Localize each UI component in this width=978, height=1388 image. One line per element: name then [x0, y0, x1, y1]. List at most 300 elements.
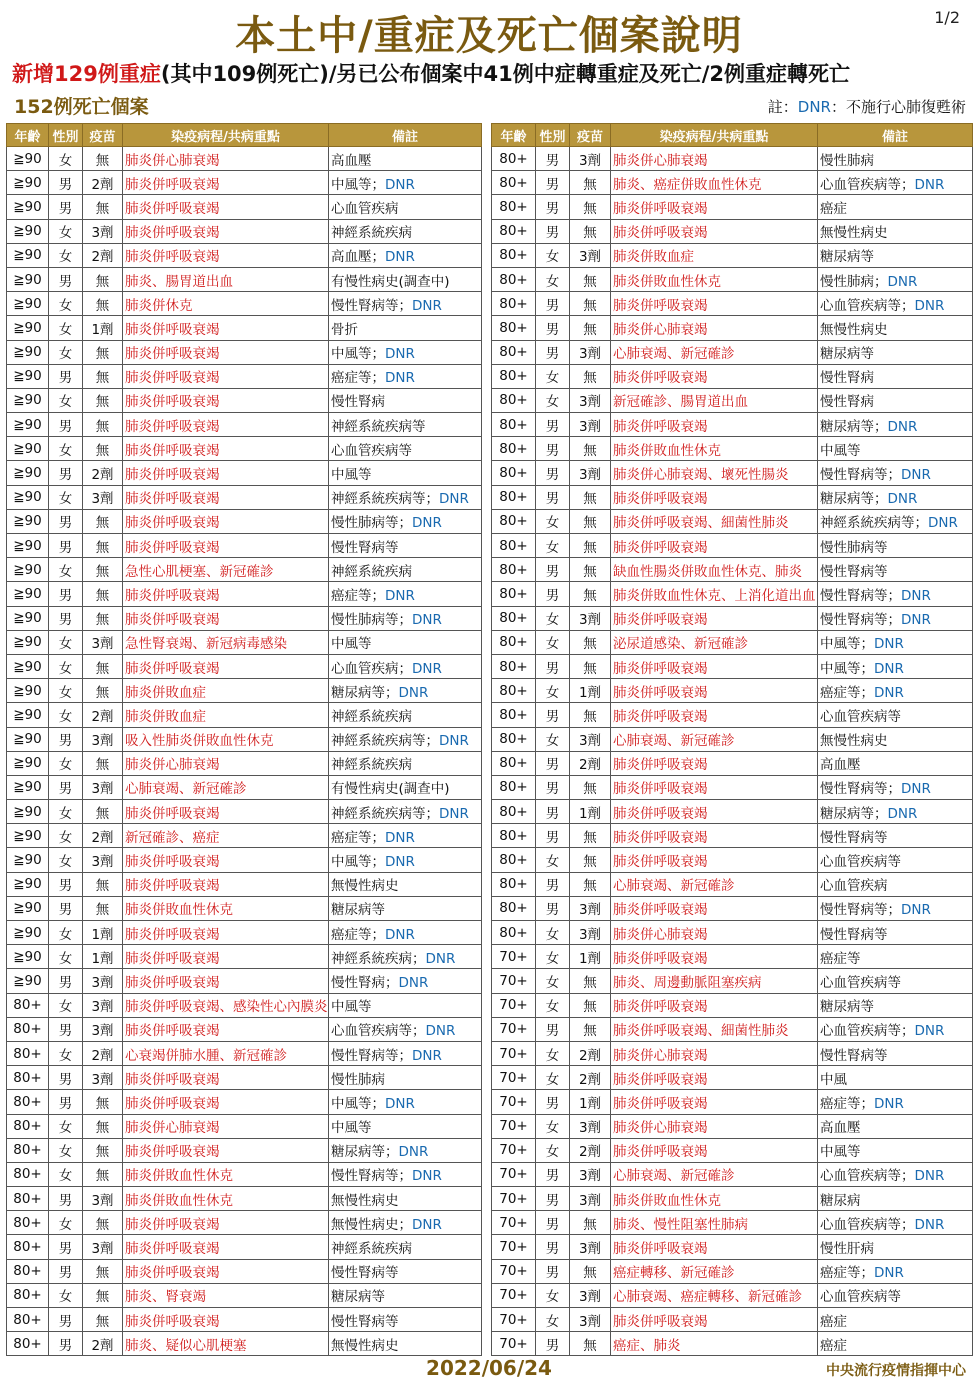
dnr-label: DNR — [901, 587, 931, 604]
dnr-label: DNR — [412, 1168, 442, 1185]
cell-sex: 女 — [536, 727, 570, 751]
cell-sex: 男 — [49, 1090, 83, 1114]
table-row — [7, 147, 482, 171]
cell-course: 肺炎併呼吸衰竭、感染性心內膜炎 — [123, 993, 329, 1017]
table-row — [7, 969, 482, 993]
cell-age: 80+ — [492, 485, 536, 509]
cell-course: 癌症、肺炎 — [611, 1332, 818, 1356]
cell-sex: 女 — [49, 1283, 83, 1307]
dnr-label: DNR — [914, 297, 945, 314]
cell-vaccine: 無 — [570, 364, 611, 388]
table-row — [492, 509, 973, 533]
table-row — [492, 485, 973, 509]
cell-vaccine: 無 — [570, 534, 611, 558]
remark-text: 中風等 — [820, 442, 861, 459]
cell-age: 80+ — [492, 461, 536, 485]
cell-sex: 女 — [536, 1114, 570, 1138]
cell-course: 缺血性腸炎併敗血性休克、肺炎 — [611, 558, 818, 582]
cell-remarks — [818, 171, 973, 195]
remark-text: 癌症 — [820, 200, 847, 217]
cell-sex: 女 — [49, 848, 83, 872]
dnr-label: DNR — [398, 974, 429, 991]
cell-remarks — [329, 364, 482, 388]
cell-vaccine: 3劑 — [83, 1017, 123, 1041]
cell-remarks — [818, 1259, 973, 1283]
cell-sex: 男 — [49, 1017, 83, 1041]
remark-text: 無慢性病史 — [331, 1337, 399, 1354]
cell-course: 肺炎併呼吸衰竭 — [123, 945, 329, 969]
cell-course: 肺炎併敗血性休克 — [123, 896, 329, 920]
remark-text: 慢性腎病等 — [331, 1313, 399, 1330]
cell-course: 肺炎併呼吸衰竭 — [123, 413, 329, 437]
remark-text: 慢性腎病等； — [820, 467, 901, 484]
table-row — [7, 1138, 482, 1162]
cell-course: 肺炎併休克 — [123, 292, 329, 316]
cell-remarks — [329, 1138, 482, 1162]
cell-course: 肺炎併呼吸衰竭 — [123, 461, 329, 485]
cell-age: 80+ — [7, 993, 49, 1017]
table-row — [492, 243, 973, 267]
cell-sex: 男 — [536, 340, 570, 364]
remark-text: 心血管疾病等 — [820, 708, 901, 725]
cell-age: 80+ — [492, 921, 536, 945]
cell-remarks — [329, 1090, 482, 1114]
cell-sex: 男 — [49, 872, 83, 896]
dnr-label: DNR — [901, 612, 931, 629]
cell-vaccine: 無 — [83, 679, 123, 703]
remark-text: 慢性腎病等 — [820, 926, 888, 943]
page-title: 本土中/重症及死亡個案說明 — [235, 13, 743, 59]
remark-text: 慢性腎病等 — [820, 563, 888, 580]
remark-text: 慢性腎病等； — [331, 1168, 412, 1185]
dnr-label: DNR — [385, 346, 415, 363]
cell-sex: 女 — [49, 219, 83, 243]
dnr-label: DNR — [412, 1047, 442, 1064]
remark-text: 心血管疾病等； — [820, 176, 915, 193]
remark-text: 無慢性病史 — [820, 225, 888, 242]
cell-remarks — [818, 1066, 973, 1090]
table-row — [492, 1138, 973, 1162]
cell-age: ≧90 — [7, 195, 49, 219]
dnr-label: DNR — [385, 176, 415, 193]
remark-text: 無慢性病史； — [331, 1216, 412, 1233]
cell-course: 肺炎併呼吸衰竭 — [123, 364, 329, 388]
cell-remarks — [818, 243, 973, 267]
remark-text: 慢性肺病等； — [331, 515, 412, 532]
cell-sex: 男 — [536, 147, 570, 171]
cell-age: 70+ — [492, 993, 536, 1017]
dnr-label: DNR — [914, 176, 945, 193]
cell-remarks — [329, 558, 482, 582]
table-row — [492, 703, 973, 727]
cell-course: 肺炎併心肺衰竭、壞死性腸炎 — [611, 461, 818, 485]
cell-age: 80+ — [7, 1090, 49, 1114]
cell-sex: 男 — [536, 195, 570, 219]
cell-vaccine: 3劑 — [570, 1308, 611, 1332]
cell-age: 80+ — [7, 1017, 49, 1041]
remark-text: 慢性肺病 — [820, 152, 874, 169]
cell-course: 肺炎併心肺衰竭 — [611, 1114, 818, 1138]
cell-remarks — [329, 485, 482, 509]
table-row — [7, 896, 482, 920]
cell-sex: 女 — [536, 921, 570, 945]
cell-age: ≧90 — [7, 775, 49, 799]
cell-sex: 女 — [49, 147, 83, 171]
cell-age: ≧90 — [7, 461, 49, 485]
cell-course: 肺炎併呼吸衰竭 — [123, 1090, 329, 1114]
table-row — [492, 388, 973, 412]
cell-course: 肺炎併心肺衰竭 — [611, 147, 818, 171]
cell-remarks — [818, 437, 973, 461]
cell-course: 肺炎併呼吸衰竭 — [611, 219, 818, 243]
cell-sex: 女 — [49, 654, 83, 678]
cell-remarks — [818, 1211, 973, 1235]
cell-sex: 男 — [49, 1332, 83, 1356]
remark-text: 無慢性病史 — [820, 321, 888, 338]
header-remarks: 備註 — [818, 124, 973, 147]
cell-age: 80+ — [7, 1235, 49, 1259]
remark-text: 心血管疾病等； — [820, 1023, 915, 1040]
cell-sex: 男 — [536, 654, 570, 678]
remark-text: 有慢性病史(調查中) — [331, 273, 450, 290]
table-row — [492, 219, 973, 243]
table-row — [492, 727, 973, 751]
table-row — [7, 1308, 482, 1332]
table-row — [7, 461, 482, 485]
cell-remarks — [329, 437, 482, 461]
cell-vaccine: 3劑 — [570, 147, 611, 171]
cell-remarks — [329, 775, 482, 799]
header-age: 年齡 — [492, 124, 536, 147]
table-row — [492, 316, 973, 340]
cell-course: 肺炎、腸胃道出血 — [123, 267, 329, 291]
cell-course: 肺炎、慢性阻塞性肺病 — [611, 1211, 818, 1235]
cell-remarks — [818, 534, 973, 558]
table-row — [492, 437, 973, 461]
cell-sex: 男 — [536, 1187, 570, 1211]
cell-age: ≧90 — [7, 751, 49, 775]
header-vaccine: 疫苗 — [570, 124, 611, 147]
table-row — [7, 679, 482, 703]
cell-sex: 女 — [49, 316, 83, 340]
cell-sex: 女 — [536, 1283, 570, 1307]
cell-remarks — [818, 654, 973, 678]
remark-text: 心血管疾病 — [820, 878, 888, 895]
cell-sex: 男 — [536, 896, 570, 920]
table-row — [492, 1235, 973, 1259]
cell-age: ≧90 — [7, 219, 49, 243]
cell-vaccine: 無 — [570, 969, 611, 993]
table-row — [492, 171, 973, 195]
footer-org: 中央流行疫情指揮中心 — [826, 1363, 966, 1379]
dnr-label: DNR — [398, 1144, 429, 1161]
remark-text: 糖尿病等； — [820, 805, 888, 822]
table-row — [492, 292, 973, 316]
cell-sex: 女 — [49, 993, 83, 1017]
cell-age: 80+ — [492, 243, 536, 267]
cell-remarks — [329, 195, 482, 219]
cell-remarks — [329, 461, 482, 485]
table-row — [7, 1332, 482, 1356]
cell-course: 肺炎併呼吸衰竭 — [611, 800, 818, 824]
cell-vaccine: 無 — [83, 558, 123, 582]
cell-sex: 男 — [49, 171, 83, 195]
cell-age: 70+ — [492, 1308, 536, 1332]
cell-vaccine: 3劑 — [83, 630, 123, 654]
cell-vaccine: 3劑 — [570, 1114, 611, 1138]
table-row — [7, 292, 482, 316]
cell-remarks — [329, 388, 482, 412]
cell-age: ≧90 — [7, 727, 49, 751]
cell-age: ≧90 — [7, 292, 49, 316]
cell-vaccine: 無 — [83, 340, 123, 364]
cell-vaccine: 3劑 — [570, 461, 611, 485]
cell-remarks — [818, 630, 973, 654]
cell-sex: 女 — [49, 800, 83, 824]
cell-course: 肺炎併呼吸衰竭 — [611, 993, 818, 1017]
dnr-label: DNR — [874, 1095, 904, 1112]
note-dnr: DNR — [797, 98, 831, 116]
cell-sex: 男 — [536, 292, 570, 316]
cell-remarks — [818, 340, 973, 364]
cell-course: 肺炎併敗血性休克、上消化道出血 — [611, 582, 818, 606]
cell-sex: 男 — [49, 461, 83, 485]
cell-age: 80+ — [7, 1138, 49, 1162]
cell-age: 70+ — [492, 1283, 536, 1307]
cell-remarks — [329, 1235, 482, 1259]
cell-age: 80+ — [492, 582, 536, 606]
cell-vaccine: 2劑 — [83, 243, 123, 267]
cell-vaccine: 無 — [570, 775, 611, 799]
cell-remarks — [818, 219, 973, 243]
remark-text: 慢性腎病等 — [820, 829, 888, 846]
dnr-label: DNR — [887, 273, 918, 290]
cell-course: 肺炎併心肺衰竭 — [611, 316, 818, 340]
remark-text: 有慢性病史(調查中) — [331, 781, 450, 798]
cell-sex: 女 — [49, 751, 83, 775]
cell-course: 肺炎併呼吸衰竭、細菌性肺炎 — [611, 1017, 818, 1041]
cell-sex: 女 — [536, 364, 570, 388]
remark-text: 中風等； — [820, 636, 874, 653]
cell-vaccine: 無 — [83, 800, 123, 824]
remark-text: 高血壓 — [331, 152, 372, 169]
remark-text: 神經系統疾病 — [331, 757, 412, 774]
cell-remarks — [818, 388, 973, 412]
cell-course: 肺炎併呼吸衰竭 — [123, 195, 329, 219]
cell-remarks — [818, 703, 973, 727]
cell-sex: 女 — [536, 509, 570, 533]
cell-age: 80+ — [7, 1308, 49, 1332]
remark-text: 心血管疾病等 — [331, 442, 412, 459]
table-row — [7, 1187, 482, 1211]
cell-course: 心肺衰竭、新冠確診 — [611, 727, 818, 751]
cell-sex: 男 — [536, 775, 570, 799]
table-row — [7, 606, 482, 630]
cell-age: 80+ — [492, 534, 536, 558]
remark-text: 中風等 — [331, 467, 372, 484]
subtitle-rest: (其中109例死亡)/另已公布個案中41例中症轉重症及死亡/2例重症轉死亡 — [160, 62, 851, 86]
remark-text: 慢性腎病等； — [820, 587, 901, 604]
cell-vaccine: 無 — [570, 872, 611, 896]
cell-course: 肺炎併敗血性休克 — [611, 1187, 818, 1211]
cell-remarks — [329, 1114, 482, 1138]
cell-vaccine: 無 — [570, 703, 611, 727]
table-row — [492, 1114, 973, 1138]
table-row — [7, 1041, 482, 1065]
cell-course: 肺炎併呼吸衰竭 — [611, 1235, 818, 1259]
table-row — [7, 872, 482, 896]
cell-remarks — [818, 1090, 973, 1114]
cell-age: ≧90 — [7, 388, 49, 412]
cell-course: 肺炎併敗血性休克 — [123, 1187, 329, 1211]
remark-text: 慢性肺病； — [820, 273, 888, 290]
cell-vaccine: 無 — [570, 485, 611, 509]
table-row — [492, 993, 973, 1017]
cell-sex: 男 — [49, 509, 83, 533]
cell-course: 肺炎併呼吸衰竭 — [123, 654, 329, 678]
cell-age: 80+ — [7, 1283, 49, 1307]
cell-sex: 男 — [49, 582, 83, 606]
remark-text: 神經系統疾病等； — [331, 491, 439, 508]
remark-text: 中風等； — [820, 660, 874, 677]
cell-sex: 女 — [536, 388, 570, 412]
cell-age: 80+ — [492, 896, 536, 920]
cell-vaccine: 無 — [570, 509, 611, 533]
cell-course: 肺炎併呼吸衰竭 — [611, 848, 818, 872]
cell-vaccine: 無 — [83, 195, 123, 219]
cell-age: 70+ — [492, 1041, 536, 1065]
cell-vaccine: 無 — [570, 1017, 611, 1041]
cell-age: 80+ — [7, 1211, 49, 1235]
cell-course: 肺炎併呼吸衰竭 — [611, 1090, 818, 1114]
remark-text: 高血壓 — [820, 757, 861, 774]
table-row — [7, 727, 482, 751]
remark-text: 高血壓； — [331, 249, 385, 266]
table-row — [7, 654, 482, 678]
table-row — [7, 1235, 482, 1259]
remark-text: 心血管疾病等 — [820, 1289, 901, 1306]
table-row — [7, 1162, 482, 1186]
dnr-label: DNR — [439, 805, 469, 822]
cell-remarks — [329, 606, 482, 630]
cell-age: 70+ — [492, 945, 536, 969]
dnr-label: DNR — [385, 370, 415, 387]
cell-vaccine: 2劑 — [83, 461, 123, 485]
cell-age: ≧90 — [7, 147, 49, 171]
cell-sex: 女 — [49, 1138, 83, 1162]
cell-age: 80+ — [492, 509, 536, 533]
cell-remarks — [818, 316, 973, 340]
table-row — [492, 872, 973, 896]
cell-remarks — [329, 1283, 482, 1307]
cell-age: 80+ — [492, 848, 536, 872]
table-row — [492, 896, 973, 920]
cell-course: 肺炎併呼吸衰竭 — [123, 219, 329, 243]
cell-age: ≧90 — [7, 824, 49, 848]
cell-remarks — [329, 509, 482, 533]
cell-age: ≧90 — [7, 945, 49, 969]
cell-course: 肺炎併呼吸衰竭 — [611, 896, 818, 920]
remark-text: 癌症等 — [820, 950, 861, 967]
cell-sex: 男 — [49, 534, 83, 558]
cell-sex: 男 — [536, 582, 570, 606]
remark-text: 癌症等； — [820, 1095, 874, 1112]
cell-remarks — [818, 1308, 973, 1332]
cell-age: ≧90 — [7, 606, 49, 630]
cell-sex: 女 — [49, 243, 83, 267]
cell-remarks — [818, 1041, 973, 1065]
cell-course: 肺炎併呼吸衰竭 — [611, 606, 818, 630]
cell-remarks — [329, 267, 482, 291]
remark-text: 癌症等； — [331, 926, 385, 943]
cell-sex: 女 — [49, 558, 83, 582]
cell-sex: 男 — [49, 727, 83, 751]
cell-vaccine: 2劑 — [83, 1041, 123, 1065]
remark-text: 神經系統疾病 — [331, 225, 412, 242]
cell-vaccine: 3劑 — [570, 388, 611, 412]
cell-vaccine: 無 — [83, 388, 123, 412]
cell-vaccine: 1劑 — [570, 945, 611, 969]
cell-course: 肺炎併呼吸衰竭 — [611, 945, 818, 969]
dnr-note — [768, 96, 966, 117]
dnr-label: DNR — [425, 1023, 456, 1040]
cell-sex: 男 — [49, 896, 83, 920]
table-row — [7, 582, 482, 606]
remark-text: 無慢性病史 — [331, 878, 399, 895]
cell-sex: 女 — [536, 969, 570, 993]
dnr-label: DNR — [385, 854, 415, 871]
cell-vaccine: 2劑 — [83, 1332, 123, 1356]
cell-vaccine: 無 — [570, 1259, 611, 1283]
cell-remarks — [329, 171, 482, 195]
remark-text: 慢性腎病等； — [820, 612, 901, 629]
cell-remarks — [818, 969, 973, 993]
dnr-label: DNR — [874, 660, 904, 677]
cell-vaccine: 無 — [83, 534, 123, 558]
cell-remarks — [818, 800, 973, 824]
cell-sex: 女 — [536, 848, 570, 872]
cell-age: ≧90 — [7, 413, 49, 437]
cell-age: ≧90 — [7, 679, 49, 703]
table-row — [492, 1308, 973, 1332]
cell-age: 80+ — [492, 654, 536, 678]
remark-text: 心血管疾病等 — [820, 854, 901, 871]
dnr-label: DNR — [412, 515, 442, 532]
cell-course: 肺炎併呼吸衰竭 — [123, 848, 329, 872]
dnr-label: DNR — [385, 1095, 415, 1112]
cell-sex: 男 — [536, 824, 570, 848]
cell-vaccine: 無 — [570, 292, 611, 316]
cell-remarks — [818, 1017, 973, 1041]
cell-remarks — [818, 896, 973, 920]
cell-sex: 女 — [536, 1066, 570, 1090]
table-row — [7, 1211, 482, 1235]
table-row — [492, 195, 973, 219]
table-row — [492, 848, 973, 872]
cell-remarks — [329, 1187, 482, 1211]
remark-text: 慢性腎病等 — [331, 539, 399, 556]
cell-sex: 男 — [536, 1211, 570, 1235]
cell-age: 70+ — [492, 1066, 536, 1090]
table-row — [492, 921, 973, 945]
cell-vaccine: 無 — [83, 1138, 123, 1162]
cell-remarks — [818, 558, 973, 582]
cell-course: 肺炎併呼吸衰竭 — [123, 316, 329, 340]
cell-vaccine: 無 — [83, 654, 123, 678]
table-row — [492, 1090, 973, 1114]
cell-age: ≧90 — [7, 243, 49, 267]
cell-vaccine: 無 — [570, 1211, 611, 1235]
